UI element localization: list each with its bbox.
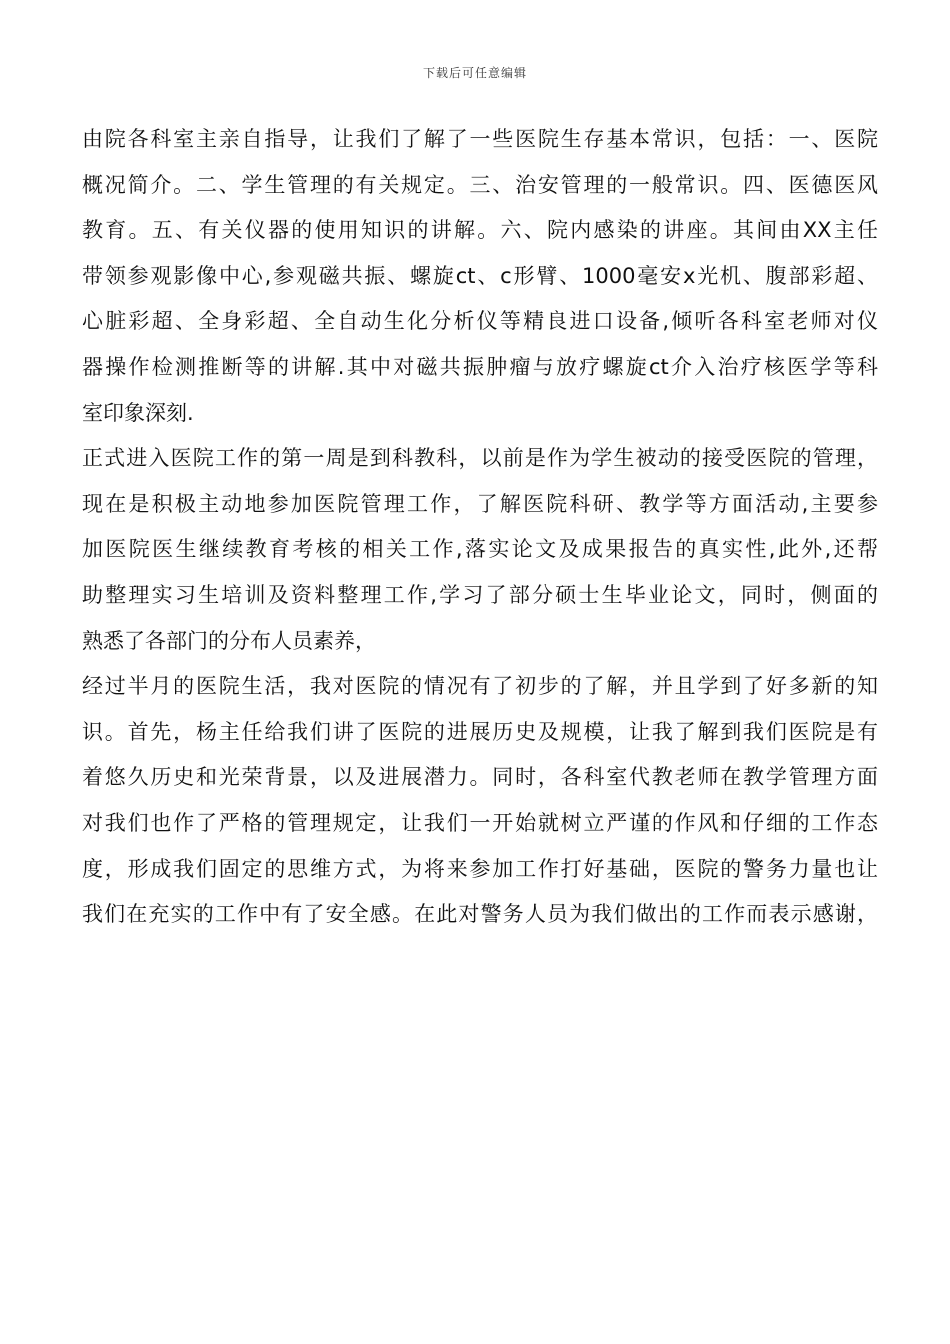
text-line: 概况简介。二、学生管理的有关规定。三、治安管理的一般常识。四、医德医风 [82,172,878,197]
text-line: 度，形成我们固定的思维方式，为将来参加工作打好基础，医院的警务力量也让 [82,856,878,881]
text-line: 心脏彩超、全身彩超、全自动生化分析仪等精良进口设备,倾听各科室老师对仪 [82,309,878,334]
text-line: 教育。五、有关仪器的使用知识的讲解。六、院内感染的讲座。其间由XX主任 [82,218,878,243]
text-line: 助整理实习生培训及资料整理工作,学习了部分硕士生毕业论文，同时，侧面的 [82,582,878,607]
text-line: 经过半月的医院生活，我对医院的情况有了初步的了解，并且学到了好多新的知 [82,674,878,699]
document-body [82,117,878,938]
text-line: 带领参观影像中心,参观磁共振、螺旋ct、c形臂、1000毫安x光机、腹部彩超、 [82,263,878,288]
text-line: 熟悉了各部门的分布人员素养， [82,628,376,653]
download-note: 下载后可任意编辑 [422,66,527,80]
paragraph-half-month [82,664,878,938]
text-line: 识。首先，杨主任给我们讲了医院的进展历史及规模，让我了解到我们医院是有 [82,719,878,744]
text-line: 着悠久历史和光荣背景，以及进展潜力。同时，各科室代教老师在教学管理方面 [82,765,878,790]
text-line: 加医院医生继续教育考核的相关工作,落实论文及成果报告的真实性,此外,还帮 [82,537,878,562]
paragraph-orientation [82,117,878,436]
text-line: 我们在充实的工作中有了安全感。在此对警务人员为我们做出的工作而表示感谢， [82,902,878,927]
text-line: 器操作检测推断等的讲解.其中对磁共振肿瘤与放疗螺旋ct介入治疗核医学等科 [82,354,878,379]
text-line: 对我们也作了严格的管理规定，让我们一开始就树立严谨的作风和仔细的工作态 [82,810,878,835]
text-line: 室印象深刻. [82,400,194,425]
text-line: 正式进入医院工作的第一周是到科教科，以前是作为学生被动的接受医院的管理， [82,446,878,471]
paragraph-first-week [82,436,878,664]
text-line: 由院各科室主亲自指导，让我们了解了一些医院生存基本常识，包括：一、医院 [82,127,878,151]
text-line: 现在是积极主动地参加医院管理工作，了解医院科研、教学等方面活动,主要参 [82,491,878,516]
